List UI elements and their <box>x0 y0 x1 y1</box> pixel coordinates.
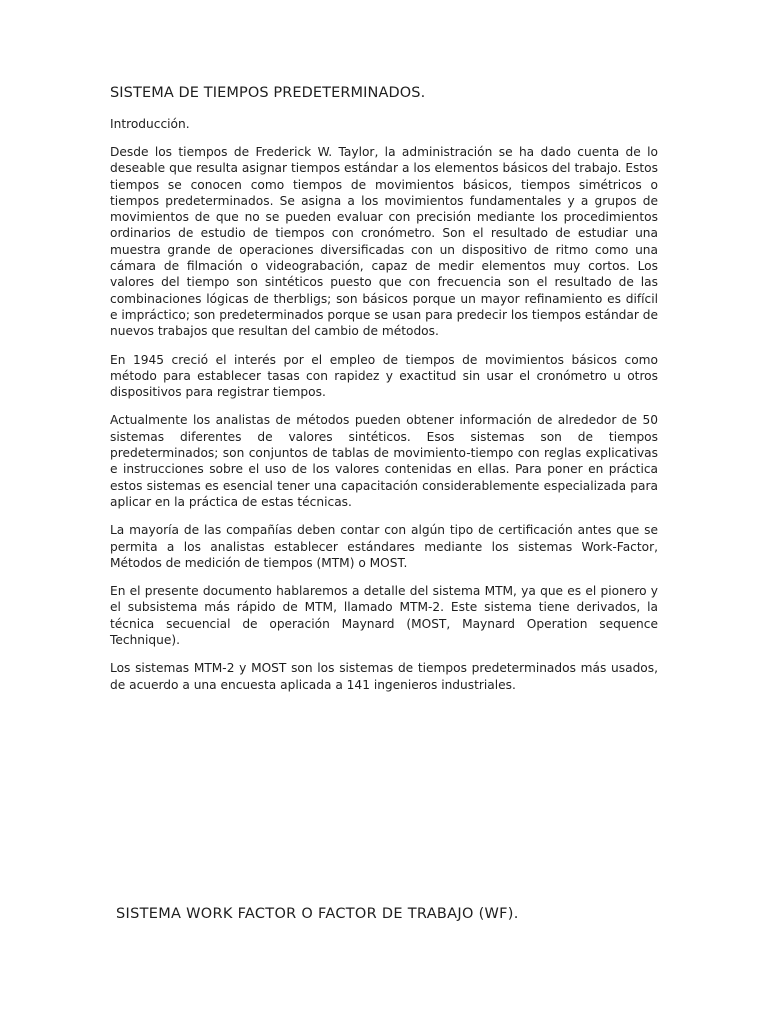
paragraph-encuesta: Los sistemas MTM-2 y MOST son los sistemas de tiempos predeterminados más usados, de acuerdo a una encuesta aplicada a 141 ingenieros industriales. <box>110 661 658 692</box>
document-title: SISTEMA DE TIEMPOS PREDETERMINADOS. <box>110 85 426 101</box>
document-body <box>110 84 658 705</box>
paragraph-taylor: Desde los tiempos de Frederick W. Taylor, la administración se ha dado cuenta de lo deseable que resulta asignar tiempos estándar a los elementos básicos del trabajo. Estos tiempos se conocen como tiempos de movimientos básicos, tiempos simétricos o tiempos predeterminados. Se asigna a los movimientos fundamentales y a grupos de movimientos de que no se pueden evaluar con precisión mediante los procedimientos ordinarios de estudio de tiempos con cronómetro. Son el resultado de estudiar una muestra grande de operaciones diversificadas con un dispositivo de ritmo como una cámara de filmación o videograbación, capaz de medir elementos muy cortos. Los valores del tiempo son sintéticos puesto que con frecuencia son el resultado de las combinaciones lógicas de therbligs; son básicos porque un mayor refinamiento es difícil e impráctico; son predeterminados porque se usan para predecir los tiempos estándar de nuevos trabajos que resultan del cambio de métodos. <box>110 145 658 339</box>
section-title-work-factor: SISTEMA WORK FACTOR O FACTOR DE TRABAJO (WF). <box>116 906 519 922</box>
paragraph-certificacion: La mayoría de las compañías deben contar con algún tipo de certificación antes que se permita a los analistas establecer estándares mediante los sistemas Work-Factor, Métodos de medición de tiempos (MTM) o MOST. <box>110 523 658 570</box>
paragraph-analistas: Actualmente los analistas de métodos pueden obtener información de alrededor de 50 sistemas diferentes de valores sintéticos. Esos sistemas son de tiempos predeterminados; son conjuntos de tablas de movimiento-tiempo con reglas explicativas e instrucciones sobre el uso de los valores contenidas en ellas. Para poner en práctica estos sistemas es esencial tener una capacitación considerablemente especializada para aplicar en la práctica de estas técnicas. <box>110 413 658 509</box>
paragraph-mtm: En el presente documento hablaremos a detalle del sistema MTM, ya que es el pionero y el subsistema más rápido de MTM, llamado MTM-2. Este sistema tiene derivados, la técnica secuencial de operación Maynard (MOST, Maynard Operation sequence Technique). <box>110 584 658 648</box>
paragraph-1945: En 1945 creció el interés por el empleo de tiempos de movimientos básicos como método para establecer tasas con rapidez y exactitud sin usar el cronómetro u otros dispositivos para registrar tiempos. <box>110 352 658 400</box>
intro-label: Introducción. <box>110 117 190 131</box>
